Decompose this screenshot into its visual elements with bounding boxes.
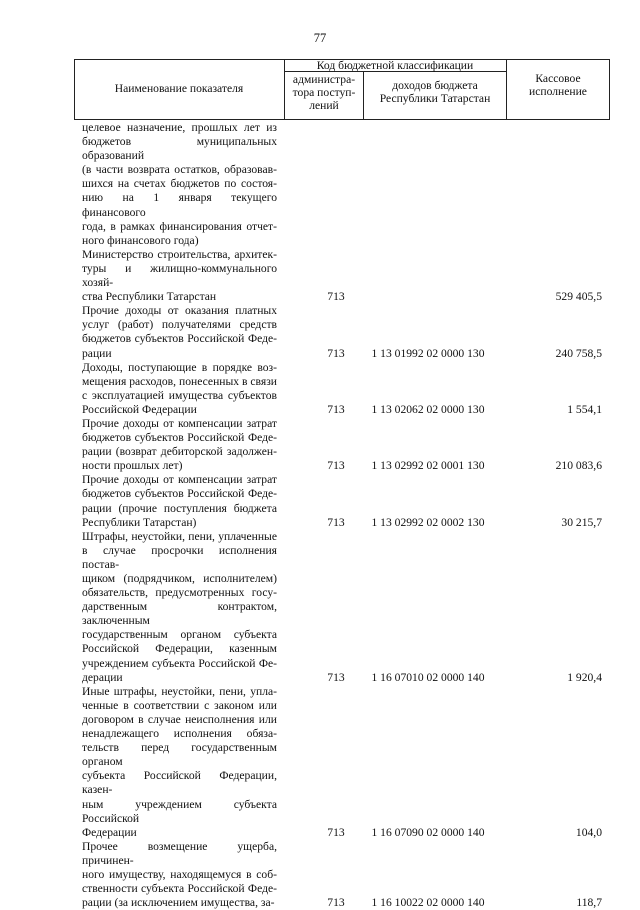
indicator-name: Министерство строительства, архитек- туры и жилищно-коммунального хозяй- ства Республики Татарстан	[82, 247, 277, 304]
table-row	[82, 304, 602, 360]
indicator-name: Прочие доходы от компенсации затрат бюджетов субъектов Российской Феде- рации (прочие поступления бюджета Республики Татарстан)	[82, 473, 277, 529]
admin-code: 713	[327, 402, 345, 416]
table-body	[82, 121, 602, 910]
table-row	[82, 248, 602, 304]
table-row	[82, 840, 602, 910]
income-code: 1 13 02992 02 0001 130	[371, 459, 485, 473]
indicator-name: Доходы, поступающие в порядке воз- мещения расходов, понесенных в связи с эксплуатацией имущества субъектов Российской Федерации	[82, 360, 277, 416]
indicator-name: Штрафы, неустойки, пени, уплаченные в случае просрочки исполнения постав- щиком (подрядчиком, исполнителем) обязательств, предусмотренных госу- дарственным контрактом, заключенным государственным органом субъекта Российской Федерации, казенным учреждением субъекта Российской Фе- дерации	[82, 529, 277, 684]
admin-code: 713	[327, 290, 345, 304]
cash-execution-amount: 1 554,1	[567, 402, 602, 416]
table-row	[82, 417, 602, 473]
income-code: 1 16 10022 02 0000 140	[371, 896, 485, 910]
table-row	[82, 530, 602, 685]
income-code: 1 16 07010 02 0000 140	[371, 670, 485, 684]
income-code: 1 13 01992 02 0000 130	[371, 346, 485, 360]
admin-code: 713	[327, 896, 345, 910]
header-name-column: Наименование показателя	[114, 82, 244, 95]
admin-code: 713	[327, 670, 345, 684]
table-row	[82, 121, 602, 248]
header-admin-column: администра- тора поступ- лений	[292, 73, 356, 112]
cash-execution-amount: 118,7	[576, 896, 602, 910]
indicator-name: Прочие доходы от оказания платных услуг (работ) получателями средств бюджетов субъектов Российской Феде- рации	[82, 304, 277, 360]
cash-execution-amount: 210 083,6	[555, 459, 602, 473]
header-amount-column: Кассовое исполнение	[529, 72, 587, 98]
header-code-group: Код бюджетной классификации	[316, 59, 474, 72]
income-code: 1 16 07090 02 0000 140	[371, 825, 485, 839]
admin-code: 713	[327, 459, 345, 473]
table-row	[82, 685, 602, 840]
admin-code: 713	[327, 515, 345, 529]
income-code: 1 13 02062 02 0000 130	[371, 402, 485, 416]
header-right-border	[609, 59, 610, 120]
cash-execution-amount: 529 405,5	[555, 290, 602, 304]
cash-execution-amount: 1 920,4	[567, 670, 602, 684]
table-row	[82, 473, 602, 529]
table-header	[74, 59, 610, 120]
indicator-name: Прочее возмещение ущерба, причинен- ного имуществу, находящемуся в соб- ственности субъекта Российской Феде- рации (за исключением имущества, за-	[82, 839, 277, 910]
indicator-name: Иные штрафы, неустойки, пени, упла- ченные в соответствии с законом или договором в случае неисполнения или ненадлежащего исполнения обяза- тельств перед государственным органом субъекта Российской Федерации, казен- ным учреждением субъекта Российской Федерации	[82, 684, 277, 839]
page-number: 77	[313, 31, 327, 45]
admin-code: 713	[327, 346, 345, 360]
cash-execution-amount: 30 215,7	[561, 515, 602, 529]
cash-execution-amount: 240 758,5	[555, 346, 602, 360]
indicator-name: Прочие доходы от компенсации затрат бюджетов субъектов Российской Феде- рации (возврат дебиторской задолжен- ности прошлых лет)	[82, 416, 277, 473]
header-bottom-rule	[74, 119, 610, 120]
cash-execution-amount: 104,0	[575, 825, 602, 839]
header-income-column: доходов бюджета Республики Татарстан	[379, 79, 491, 105]
indicator-name: целевое назначение, прошлых лет из бюджетов муниципальных образований (в части возврата остатков, образовав- шихся на счетах бюджетов по состоя- нию на 1 января текущего финансового года, в рамках финансирования отчет- ного финансового года)	[82, 121, 277, 247]
admin-code: 713	[327, 825, 345, 839]
table-row	[82, 361, 602, 417]
income-code: 1 13 02992 02 0002 130	[371, 515, 485, 529]
